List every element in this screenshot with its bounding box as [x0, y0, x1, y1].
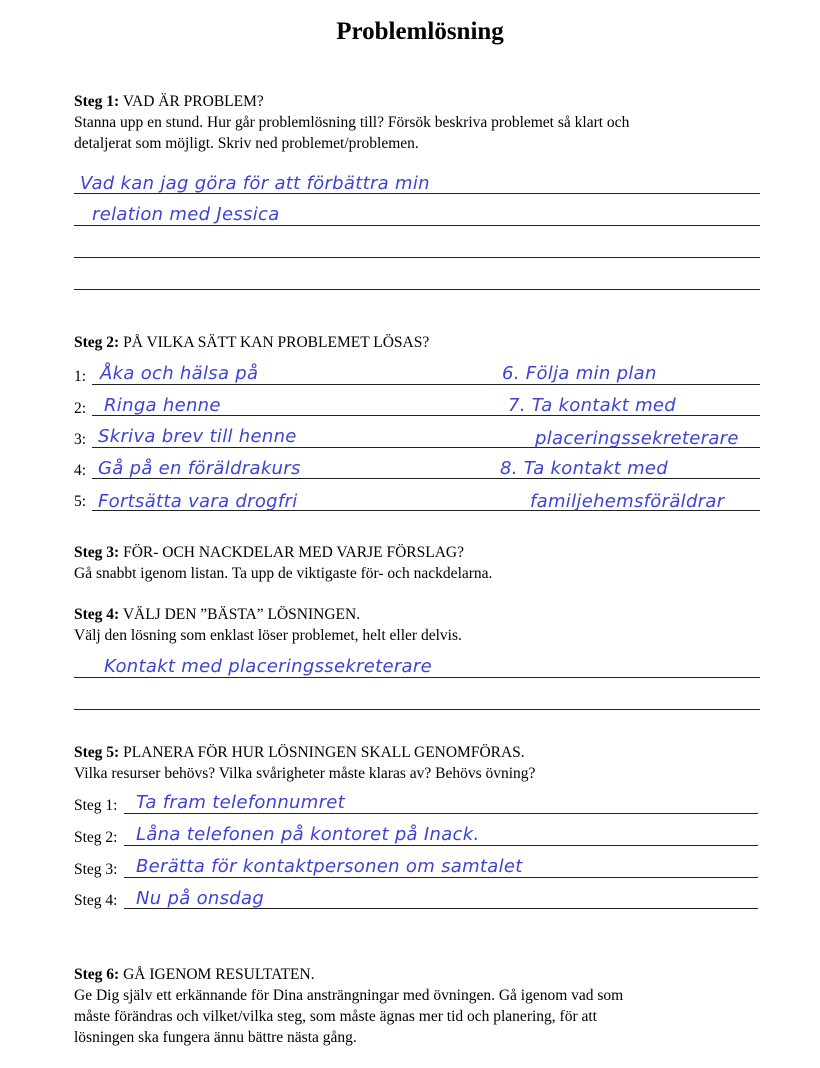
option-left-1: Åka och hälsa på [100, 363, 259, 384]
option-number-4: 4: [74, 462, 87, 479]
step4-heading-text: VÄLJ DEN ”BÄSTA” LÖSNINGEN. [122, 606, 361, 623]
option-left-3: Skriva brev till henne [98, 426, 297, 447]
plan-step-line-1[interactable] [124, 813, 758, 814]
option-right-8-cont: familjehemsföräldrar [530, 491, 725, 512]
step1-answer-line-2[interactable] [74, 225, 760, 226]
step1-instructions-line2: detaljerat som möjligt. Skriv ned problemet/problemen. [74, 135, 419, 152]
option-right-7: 7. Ta kontakt med [508, 395, 677, 416]
step2-heading-text: PÅ VILKA SÄTT KAN PROBLEMET LÖSAS? [123, 334, 430, 351]
step1-handwritten-answer-2: relation med Jessica [92, 204, 280, 225]
step3-heading-text: FÖR- OCH NACKDELAR MED VARJE FÖRSLAG? [123, 544, 464, 561]
step5-label: Steg 5: [74, 744, 120, 761]
step1-instructions-line1: Stanna upp en stund. Hur går problemlösning till? Försök beskriva problemet så klart och [74, 114, 630, 131]
option-number-3: 3: [74, 431, 87, 448]
step3-instructions: Gå snabbt igenom listan. Ta upp de viktigaste för- och nackdelarna. [74, 565, 493, 582]
option-left-2: Ringa henne [104, 395, 221, 416]
step4-answer-line-2[interactable] [74, 709, 760, 710]
step5-heading [74, 742, 525, 763]
option-number-5: 5: [74, 493, 87, 510]
plan-step-label-4: Steg 4: [74, 892, 118, 909]
step6-heading-text: GÅ IGENOM RESULTATEN. [123, 966, 315, 983]
step5-instructions: Vilka resurser behövs? Vilka svårigheter måste klaras av? Behövs övning? [74, 765, 536, 782]
plan-step-label-3: Steg 3: [74, 861, 118, 878]
step1-heading [74, 91, 264, 112]
step2-heading [74, 332, 429, 353]
step6-text-line3: lösningen ska fungera ännu bättre nästa gång. [74, 1029, 357, 1046]
plan-step-answer-1: Ta fram telefonnumret [136, 792, 346, 813]
step2-label: Steg 2: [74, 334, 120, 351]
step1-answer-line-4[interactable] [74, 289, 760, 290]
step4-heading [74, 604, 360, 625]
step1-handwritten-answer-1: Vad kan jag göra för att förbättra min [80, 173, 430, 194]
plan-step-answer-2: Låna telefonen på kontoret på Inack. [136, 824, 480, 845]
plan-step-label-1: Steg 1: [74, 797, 118, 814]
step6-text-line1: Ge Dig själv ett erkännande för Dina ansträngningar med övningen. Gå igenom vad som [74, 987, 624, 1004]
option-right-8: 8. Ta kontakt med [500, 458, 669, 479]
plan-step-label-2: Steg 2: [74, 829, 118, 846]
plan-step-answer-4: Nu på onsdag [136, 888, 265, 909]
plan-step-line-3[interactable] [124, 877, 758, 878]
option-number-1: 1: [74, 368, 87, 385]
option-right-6: 6. Följa min plan [502, 363, 657, 384]
step5-heading-text: PLANERA FÖR HUR LÖSNINGEN SKALL GENOMFÖRAS. [123, 744, 525, 761]
step4-handwritten-answer: Kontakt med placeringssekreterare [104, 656, 432, 677]
option-number-2: 2: [74, 400, 87, 417]
step4-answer-line-1[interactable] [74, 677, 760, 678]
step1-answer-line-3[interactable] [74, 257, 760, 258]
option-right-7-cont: placeringssekreterare [535, 428, 739, 449]
step3-heading [74, 542, 464, 563]
step6-label: Steg 6: [74, 966, 120, 983]
step1-label: Steg 1: [74, 93, 120, 110]
step6-heading [74, 964, 315, 985]
step6-text-line2: måste förändras och vilket/vilka steg, som måste ägnas mer tid och planering, för att [74, 1008, 597, 1025]
plan-step-line-2[interactable] [124, 845, 758, 846]
option-left-4: Gå på en föräldrakurs [98, 458, 301, 479]
step2-answer-line-1[interactable] [92, 384, 760, 385]
plan-step-answer-3: Berätta för kontaktpersonen om samtalet [136, 856, 523, 877]
step4-label: Steg 4: [74, 606, 120, 623]
step3-label: Steg 3: [74, 544, 120, 561]
step1-heading-text: VAD ÄR PROBLEM? [122, 93, 264, 110]
page-title: Problemlösning [336, 18, 504, 45]
option-left-5: Fortsätta vara drogfri [98, 491, 298, 512]
step4-instructions: Välj den lösning som enklast löser problemet, helt eller delvis. [74, 627, 462, 644]
